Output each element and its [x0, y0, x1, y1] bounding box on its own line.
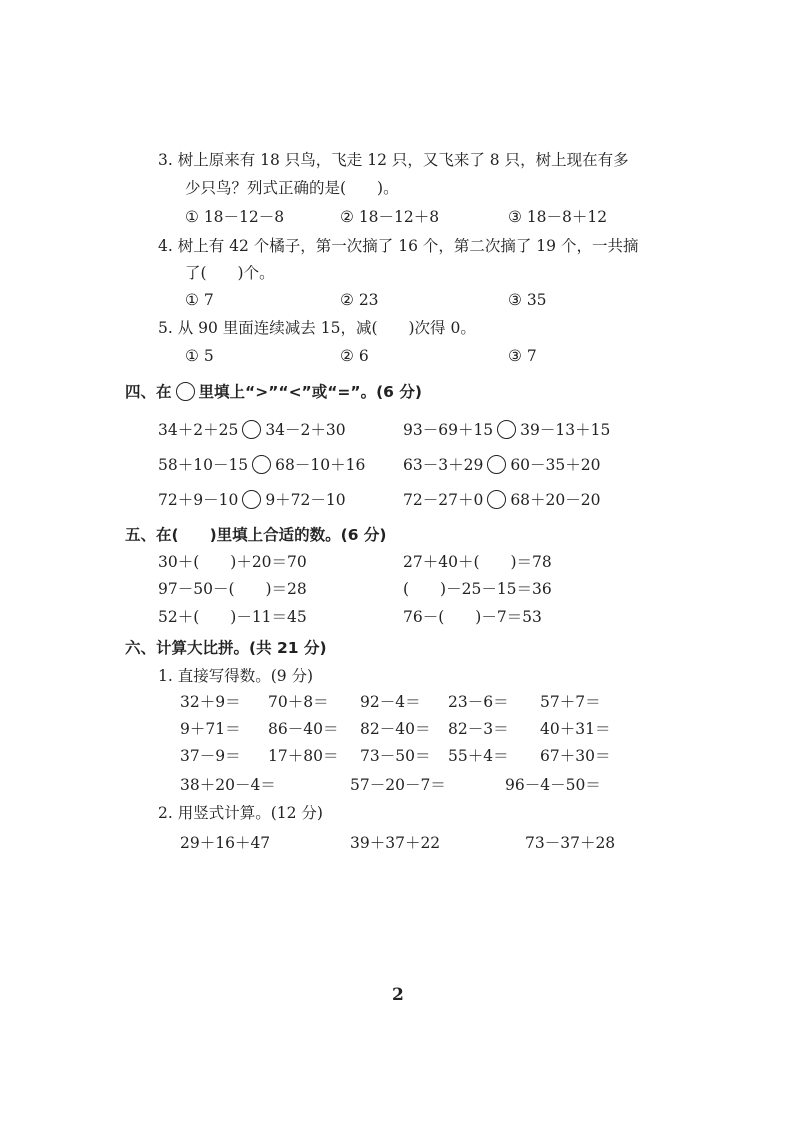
- compare-item: [158, 455, 365, 475]
- section-5-title: 五、在( )里填上合适的数。(6 分): [125, 526, 387, 544]
- compare-item: [403, 420, 610, 440]
- compare-circle-blank[interactable]: [487, 455, 506, 474]
- compare-left: 58＋10－15: [158, 456, 249, 474]
- mental-math-item: 37－9＝: [180, 747, 241, 765]
- mental-math-item: 73－50＝: [360, 747, 431, 765]
- q4-line2: 了( )个。: [185, 264, 275, 282]
- section-6-sub1: 1. 直接写得数。(9 分): [158, 667, 314, 685]
- q3-option-2: ② 18－12＋8: [340, 208, 440, 226]
- mental-math-item: 82－40＝: [360, 720, 431, 738]
- q4-line1: 4. 树上有 42 个橘子，第一次摘了 16 个，第二次摘了 19 个，一共摘: [158, 237, 639, 255]
- mental-math-item: 57－20－7＝: [350, 776, 446, 794]
- mental-math-item: 86－40＝: [268, 720, 339, 738]
- vertical-calc-item: 39＋37＋22: [350, 834, 441, 852]
- fill-blank-item: ( )－25－15＝36: [403, 580, 552, 598]
- q3-line2: 少只鸟？列式正确的是( )。: [185, 179, 399, 197]
- q4-option-2: ② 23: [340, 291, 379, 309]
- compare-circle-blank[interactable]: [252, 455, 271, 474]
- fill-blank-item: 27＋40＋( )＝78: [403, 553, 552, 571]
- q4-option-3: ③ 35: [508, 291, 547, 309]
- compare-circle-blank[interactable]: [242, 490, 261, 509]
- q3-option-3: ③ 18－8＋12: [508, 208, 608, 226]
- compare-item: [403, 490, 600, 510]
- compare-left: 72－27＋0: [403, 491, 484, 509]
- page-number: 2: [392, 985, 404, 1005]
- fill-blank-item: 30＋( )＋20＝70: [158, 553, 307, 571]
- q3-option-1: ① 18－12－8: [185, 208, 285, 226]
- compare-circle-blank[interactable]: [497, 420, 516, 439]
- compare-circle-blank[interactable]: [242, 420, 261, 439]
- compare-item: [158, 490, 346, 510]
- mental-math-item: 23－6＝: [448, 693, 509, 711]
- compare-right: 60－35＋20: [510, 456, 601, 474]
- mental-math-item: 55＋4＝: [448, 747, 509, 765]
- q5-option-1: ① 5: [185, 347, 214, 365]
- q3-line1: 3. 树上原来有 18 只鸟，飞走 12 只，又飞来了 8 只，树上现在有多: [158, 151, 629, 169]
- compare-left: 93－69＋15: [403, 421, 494, 439]
- section-6-sub2: 2. 用竖式计算。(12 分): [158, 804, 323, 822]
- mental-math-item: 32＋9＝: [180, 693, 241, 711]
- compare-right: 68－10＋16: [275, 456, 366, 474]
- compare-right: 34－2＋30: [265, 421, 346, 439]
- q5-line1: 5. 从 90 里面连续减去 15，减( )次得 0。: [158, 319, 476, 337]
- compare-right: 68＋20－20: [510, 491, 601, 509]
- compare-left: 34＋2＋25: [158, 421, 239, 439]
- mental-math-item: 9＋71＝: [180, 720, 241, 738]
- compare-right: 9＋72－10: [265, 491, 346, 509]
- mental-math-item: 82－3＝: [448, 720, 509, 738]
- fill-blank-item: 76－( )－7＝53: [403, 608, 542, 626]
- compare-item: [158, 420, 346, 440]
- mental-math-item: 92－4＝: [360, 693, 421, 711]
- vertical-calc-item: 29＋16＋47: [180, 834, 271, 852]
- section-4-title-a: 四、在: [125, 383, 172, 401]
- compare-right: 39－13＋15: [520, 421, 611, 439]
- compare-circle-blank[interactable]: [487, 490, 506, 509]
- mental-math-item: 38＋20－4＝: [180, 776, 276, 794]
- fill-blank-item: 52＋( )－11＝45: [158, 608, 307, 626]
- compare-item: [403, 455, 600, 475]
- vertical-calc-item: 73－37＋28: [525, 834, 616, 852]
- section-6-title: 六、计算大比拼。(共 21 分): [125, 639, 327, 657]
- mental-math-item: 57＋7＝: [540, 693, 601, 711]
- circle-blank-icon: [176, 382, 195, 401]
- compare-left: 63－3＋29: [403, 456, 484, 474]
- fill-blank-item: 97－50－( )＝28: [158, 580, 307, 598]
- q5-option-2: ② 6: [340, 347, 369, 365]
- mental-math-item: 17＋80＝: [268, 747, 339, 765]
- compare-left: 72＋9－10: [158, 491, 239, 509]
- q5-option-3: ③ 7: [508, 347, 537, 365]
- mental-math-item: 96－4－50＝: [505, 776, 601, 794]
- section-4-title: [125, 382, 422, 402]
- mental-math-item: 70＋8＝: [268, 693, 329, 711]
- mental-math-item: 40＋31＝: [540, 720, 611, 738]
- section-4-title-b: 里填上“>”“<”或“=”。(6 分): [198, 383, 422, 401]
- q4-option-1: ① 7: [185, 291, 214, 309]
- mental-math-item: 67＋30＝: [540, 747, 611, 765]
